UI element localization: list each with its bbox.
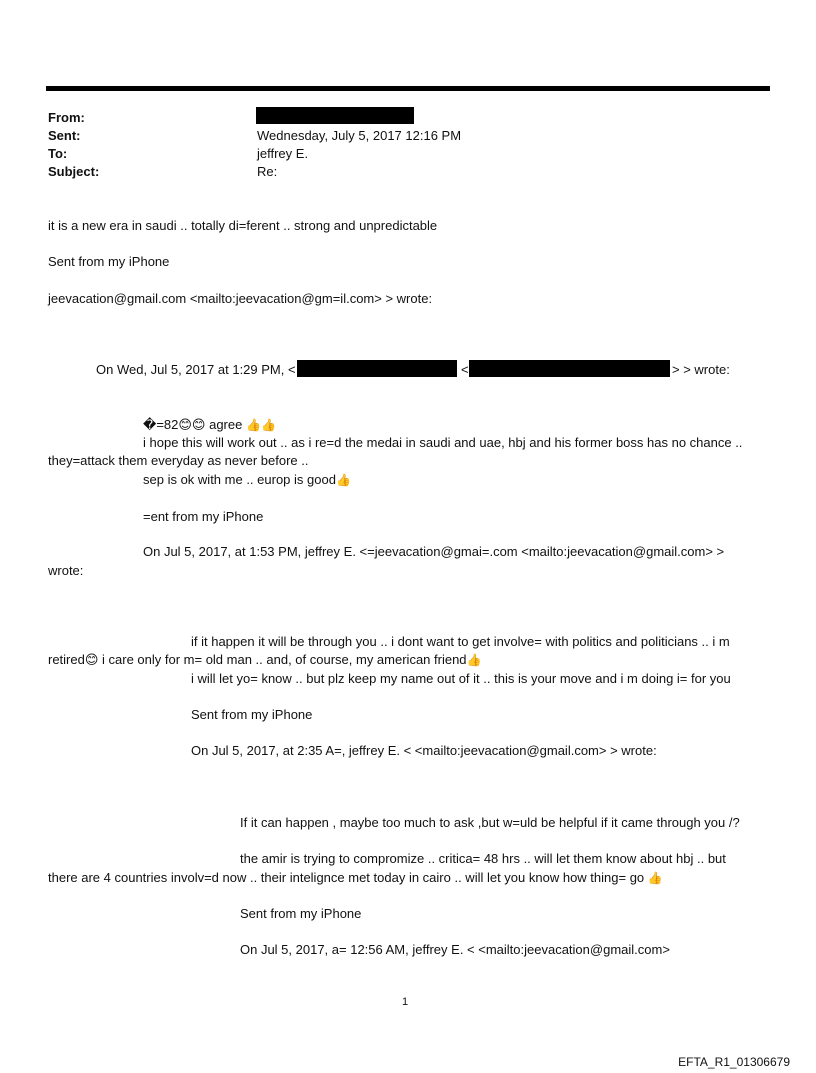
thumb-icon: 👍 <box>466 653 482 667</box>
quote-line <box>48 651 482 669</box>
redacted-from <box>256 107 414 124</box>
thumb-icon: 👍 <box>647 871 663 885</box>
subject-value: Re: <box>257 164 278 179</box>
document-id: EFTA_R1_01306679 <box>678 1055 790 1069</box>
quote-line: On Jul 5, 2017, at 2:35 A=, jeffrey E. < <mailto:jeevacation@gmail.com> > wrote: <box>191 743 657 758</box>
redacted-sender-email <box>469 360 670 377</box>
quote-line: Sent from my iPhone <box>240 906 362 921</box>
quote-line: i hope this will work out .. as i re=d the medai in saudi and uae, hbj and his former boss has no chance .. <box>143 435 743 450</box>
from-label: From: <box>48 110 85 125</box>
quote-line: On Jul 5, 2017, at 1:53 PM, jeffrey E. <=jeevacation@gmai=.com <mailto:jeevacation@gmail.com> > <box>143 544 725 559</box>
thumb-icon: 👍 <box>245 418 261 432</box>
emoji-text: �=82😊😊 agree <box>143 417 243 432</box>
page-number: 1 <box>402 996 409 1008</box>
quote-line: Sent from my iPhone <box>191 707 313 722</box>
quote-line: if it happen it will be through you .. i dont want to get involve= with politics and politicians .. i m <box>191 634 730 649</box>
quote-line: wrote: <box>48 563 84 578</box>
quote-header: On Wed, Jul 5, 2017 at 1:29 PM, < <box>96 362 296 377</box>
thumb-icon: 👍 <box>335 473 351 487</box>
to-value: jeffrey E. <box>257 146 309 161</box>
quote-line: =ent from my iPhone <box>143 509 264 524</box>
subject-label: Subject: <box>48 164 100 179</box>
quote-line: On Jul 5, 2017, a= 12:56 AM, jeffrey E. < <mailto:jeevacation@gmail.com> <box>240 942 670 957</box>
quote-line <box>143 471 351 489</box>
quote-line <box>48 869 663 887</box>
signature-line: Sent from my iPhone <box>48 254 170 269</box>
quote-header-bracket: < <box>461 362 469 377</box>
quote-line: they=attack them everyday as never before .. <box>48 453 309 468</box>
quote-line: If it can happen , maybe too much to ask ,but w=uld be helpful if it came through you /? <box>240 815 740 830</box>
quote-header-end: > > wrote: <box>672 362 730 377</box>
to-label: To: <box>48 146 68 161</box>
body-line: it is a new era in saudi .. totally di=ferent .. strong and unpredictable <box>48 218 438 233</box>
thumb-icon: 👍 <box>260 418 276 432</box>
email-link-line[interactable]: jeevacation@gmail.com <mailto:jeevacation@gm=il.com> > wrote: <box>48 291 433 306</box>
quote-text: sep is ok with me .. europ is good <box>143 472 336 487</box>
quote-line <box>143 416 276 434</box>
quote-text: there are 4 countries involv=d now .. their intelignce met today in cairo .. will let you know how thing= go <box>48 870 645 885</box>
redacted-sender-name <box>297 360 457 377</box>
quote-line: i will let yo= know .. but plz keep my name out of it .. this is your move and i m doing i= for you <box>191 671 731 686</box>
sent-label: Sent: <box>48 128 81 143</box>
quote-line: the amir is trying to compromize .. critica= 48 hrs .. will let them know about hbj .. but <box>240 851 726 866</box>
sent-value: Wednesday, July 5, 2017 12:16 PM <box>257 128 462 143</box>
quote-text: retired😊 i care only for m= old man .. and, of course, my american friend <box>48 652 467 667</box>
header-rule <box>46 86 770 91</box>
